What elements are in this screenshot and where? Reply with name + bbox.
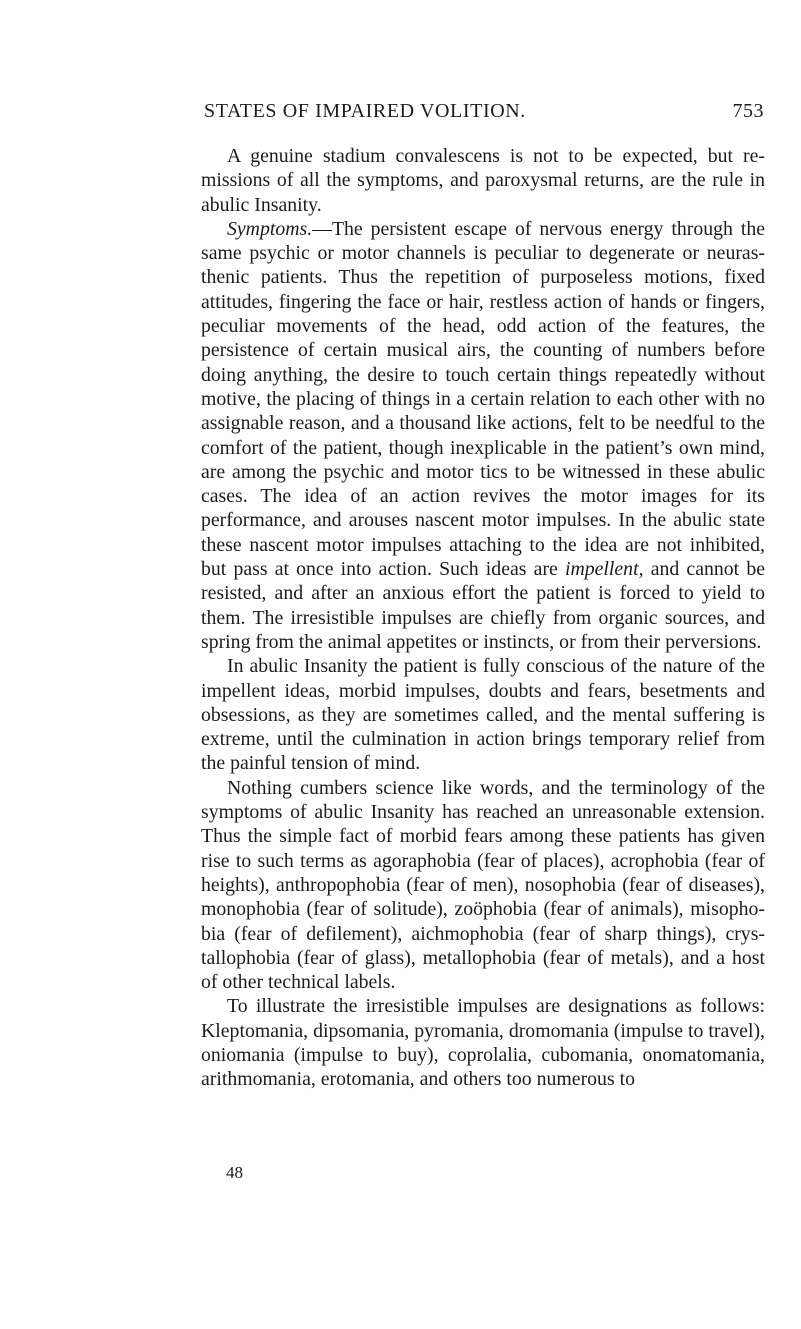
running-title: STATES OF IMPAIRED VOLITION. bbox=[204, 100, 526, 122]
paragraph-5 bbox=[201, 994, 765, 1091]
paragraph-2 bbox=[201, 217, 765, 654]
paragraph-2-text-after: and cannot be resisted, and after an anxious effort the patient is forced to yield to them. The irresistible impulses are chiefly from organic sources, and spring from the animal appetites or instincts, or from their perversions. bbox=[201, 558, 766, 653]
signature-mark: 48 bbox=[226, 1163, 243, 1182]
paragraph-4-text: Nothing cumbers science like words, and the terminology of the symptoms of abulic Insanity has reached an unreasonable extension. Thus the simple fact of morbid fears among these patients has given rise to such terms as agoraphobia (fear of places), acrophobia (fear of heights), anthropophobia (fear of men), nosophobia (fear of diseases), monophobia (fear of solitude), zoöphobia (fear of animals), misophobia (fear of defilement), aichmophobia (fear of sharp things), crystallophobia (fear of glass), metallophobia (fear of metals), and a host of other technical labels. bbox=[201, 776, 765, 994]
paragraph-3-text: In abulic Insanity the patient is fully conscious of the nature of the impellent ideas, morbid impulses, doubts and fears, besetments and obsessions, as they are sometimes called, and the mental suffering is extreme, until the culmination in action brings temporary relief from the painful tension of mind. bbox=[201, 655, 765, 775]
body-text bbox=[201, 144, 765, 1092]
paragraph-1-text: A genuine stadium convalescens is not to be expected, but remissions of all the symptoms, and paroxysmal returns, are the rule in abulic Insanity. bbox=[201, 145, 765, 216]
running-head bbox=[204, 100, 764, 126]
symptoms-heading: Symptoms. bbox=[227, 217, 313, 240]
paragraph-4 bbox=[201, 776, 765, 995]
impellent-emphasis: impellent, bbox=[564, 558, 644, 581]
paragraph-1 bbox=[201, 144, 765, 217]
paragraph-2-text: —The persistent escape of nervous energy through the same psychic or motor channels is peculiar to degenerate or neurasthenic patients. Thus the repetition of purposeless motions, fixed attitudes, fingering the face or hair, restless action of hands or fingers, peculiar movements of the head, odd action of the features, the persistence of certain musical airs, the counting of numbers before doing anything, the desire to touch certain things repeatedly without motive, the placing of things in a certain relation to each other with no assignable reason, and a thousand like actions, felt to be needful to the comfort of the patient, though inexplicable in the patient’s own mind, are among the psychic and motor tics to be witnessed in these abulic cases. The idea of an action revives the motor images for its performance, and arouses nascent motor impulses. In the abulic state these nascent motor impulses attaching to the idea are not inhibited, but pass at once into action. Such ideas are bbox=[201, 217, 765, 581]
paragraph-3 bbox=[201, 654, 765, 775]
paragraph-5-text: To illustrate the irresistible impulses are designations as follows: Kleptomania, dipsomania, pyromania, dromomania (impulse to travel), oniomania (impulse to buy), coprolalia, cubomania, onomatomania, arithmomania, erotomania, and others too numerous to bbox=[201, 995, 765, 1091]
page-number: 753 bbox=[732, 100, 764, 122]
